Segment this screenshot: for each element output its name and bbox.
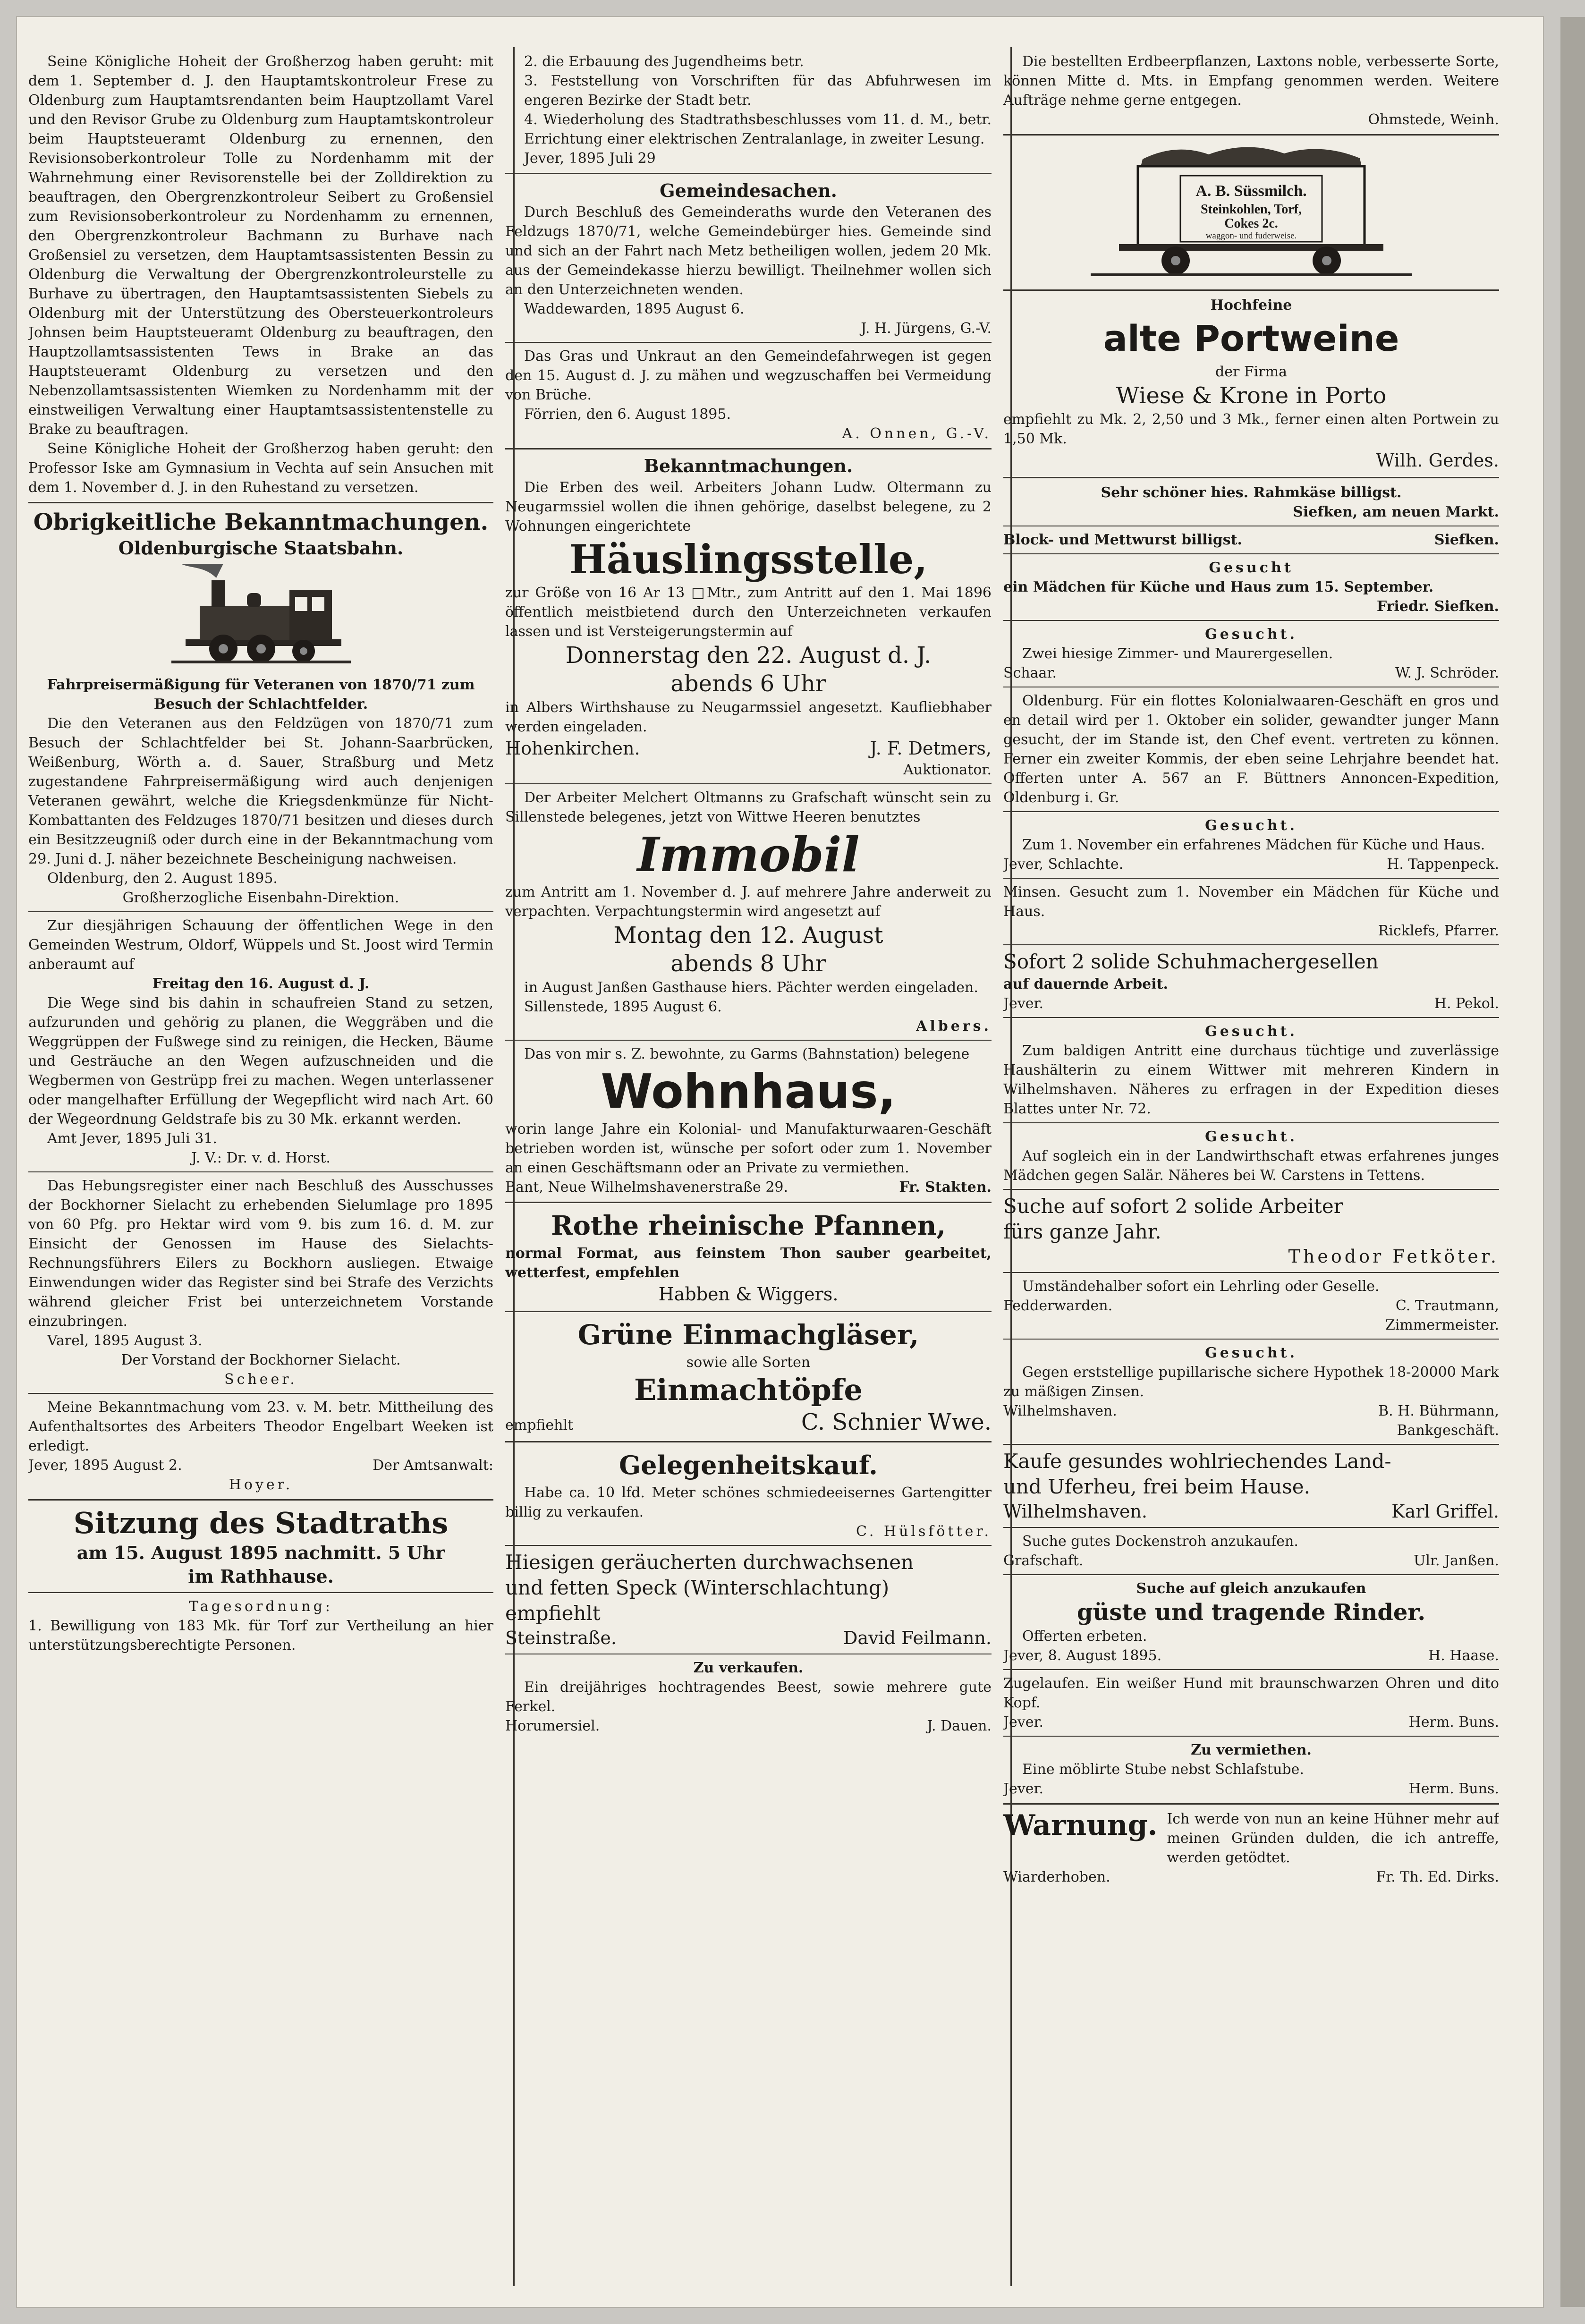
ad-place: Jever. [1003, 1714, 1044, 1730]
ad-footer [505, 1408, 992, 1436]
ad-signature: J. Dauen. [927, 1718, 992, 1734]
ad-footer [1003, 855, 1499, 874]
notice-signature: Der Amtsanwalt: [373, 1457, 493, 1474]
divider [505, 1040, 992, 1041]
ad-text: zum Antritt am 1. November d. J. auf mehrere Jahre anderweit zu verpachten. Verpachtungstermin wird angesetzt auf [505, 884, 992, 920]
section-subtitle: Oldenburgische Staatsbahn. [118, 537, 404, 559]
ad-text: Die Erben des weil. Arbeiters Johann Ludw. Oltermann zu Neugarmssiel wollen die ihnen gehörige, daselbst belegene, zu 2 Wohnungen eingerichtete [505, 479, 992, 534]
notice-text: Zur diesjährigen Schauung der öffentlichen Wege in den Gemeinden Westrum, Oldorf, Wüppels und St. Joost wird Termin anberaumt auf [28, 917, 493, 973]
ad-text: Zum 1. November ein erfahrenes Mädchen für Küche und Haus. [1022, 837, 1485, 853]
agenda-title: Tagesordnung: [189, 1598, 333, 1615]
divider [505, 1441, 992, 1442]
ad-place: Wiarderhoben. [1003, 1869, 1110, 1885]
ad-headline: Gelegenheitskauf. [619, 1450, 878, 1480]
ad-signature: Karl Griffel. [1391, 1501, 1499, 1522]
ad-place: Schaar. [1003, 665, 1057, 681]
ad-footer [1003, 663, 1499, 683]
agenda-item: 3. Feststellung von Vorschriften für das Abfuhrwesen im engeren Bezirke der Stadt betr. [524, 73, 992, 109]
ad-footer [1003, 1401, 1499, 1421]
ad-text: Zugelaufen. Ein weißer Hund mit braunschwarzen Ohren und dito Kopf. [1003, 1675, 1499, 1711]
ad-headline: Block- und Mettwurst billigst. [1003, 532, 1242, 548]
ad-text: Das von mir s. Z. bewohnte, zu Garms (Bahnstation) belegene [524, 1046, 970, 1062]
ad-headline: Warnung. [1003, 1809, 1158, 1842]
ad-place: Steinstraße. [505, 1628, 617, 1648]
divider [1003, 1803, 1499, 1805]
ad-text: Auf sogleich ein in der Landwirthschaft etwas erfahrenes junges Mädchen gegen Salär. Näheres bei W. Carstens in Tettens. [1003, 1148, 1499, 1184]
notice-place: Varel, 1895 August 3. [47, 1332, 203, 1349]
divider [1003, 1574, 1499, 1575]
ad-signature: B. H. Bührmann, [1378, 1403, 1499, 1419]
ad-text: Der Arbeiter Melchert Oltmanns zu Grafschaft wünscht sein zu Sillenstede belegenes, jetzt von Wittwe Heeren benutztes [505, 789, 992, 825]
ad-footer [1003, 1500, 1499, 1523]
ad-date: Montag den 12. August [613, 922, 883, 949]
ad-headline: Suche auf sofort 2 solide Arbeiter [1003, 1195, 1343, 1218]
ad-footer [1003, 1646, 1499, 1665]
notice-place: Jever, 1895 August 2. [28, 1457, 182, 1474]
divider [1003, 944, 1499, 945]
ad-text: zur Größe von 16 Ar 13 □Mtr., zum Antritt auf den 1. Mai 1896 öffentlich meistbietend durch den Unterzeichneten verkaufen lassen und ist Versteigerungstermin auf [505, 585, 992, 640]
ad-signature: W. J. Schröder. [1395, 665, 1499, 681]
ad-headline: Immobil [637, 827, 860, 882]
ad-footer [1003, 1713, 1499, 1732]
ad-text: Minsen. Gesucht zum 1. November ein Mädchen für Küche und Haus. [1003, 884, 1499, 920]
ad-headline: Rothe rheinische Pfannen, [551, 1210, 946, 1241]
divider [505, 1202, 992, 1203]
agenda-item: 4. Wiederholung des Stadtrathsbeschlusses vom 11. d. M., betr. Errichtung einer elektrischen Zentralanlage, in zweiter Lesung. [524, 111, 992, 147]
divider [1003, 811, 1499, 812]
ad-signature: David Feilmann. [843, 1628, 992, 1648]
divider [505, 448, 992, 450]
notice-date: Freitag den 16. August d. J. [152, 975, 370, 992]
ad-place: Wilhelmshaven. [1003, 1403, 1117, 1419]
ad-signature: Fr. Stakten. [899, 1179, 992, 1196]
ad-text: Umständehalber sofort ein Lehrling oder Geselle. [1022, 1278, 1380, 1295]
ad-text: Eine möblirte Stube nebst Schlafstube. [1022, 1761, 1304, 1778]
ad-footer [1003, 1867, 1499, 1887]
notice-signature: Scheer. [224, 1371, 297, 1388]
ad-title: Gesucht. [1205, 817, 1297, 834]
divider [505, 1311, 992, 1312]
ad-headline: Wohnhaus, [601, 1064, 896, 1119]
wagon-text-line: Steinkohlen, Torf, [1201, 202, 1302, 217]
ad-place: Jever, 8. August 1895. [1003, 1647, 1162, 1664]
ad-title: Gesucht. [1205, 626, 1297, 643]
divider [28, 1499, 493, 1501]
notice-signature: Großherzogliche Eisenbahn-Direktion. [122, 890, 399, 906]
ad-title: Zu verkaufen. [693, 1660, 804, 1676]
locomotive-illustration [171, 564, 351, 668]
divider [1003, 1339, 1499, 1340]
ad-footer [505, 737, 992, 760]
divider [1003, 620, 1499, 621]
divider [28, 502, 493, 503]
ad-place: Grafschaft. [1003, 1552, 1084, 1569]
notice-text: Die den Veteranen aus den Feldzügen von 1870/71 zum Besuch der Schlachtfelder bei St. Johann-Saarbrücken, Weißenburg, Wörth a. d. Sauer, Straßburg und Metz zugestandene Fahrpreisermäßigung wird auch denjenigen Veteranen gewährt, welche die Kriegsdenkmünze für Nicht-Kombattanten des Feldzuges 1870/71 besitzen und dieses durch ein Besitzzeugniß oder durch eine in der Bekanntmachung vom 29. Juni d. J. näher bezeichnete Bescheinigung nachweisen. [28, 715, 493, 867]
notice-text: Meine Bekanntmachung vom 23. v. M. betr. Mittheilung des Aufenthaltsortes des Arbeiters Theodor Engelbart Weeken ist erledigt. [28, 1399, 493, 1454]
ad-time: abends 8 Uhr [670, 950, 826, 977]
ad-title: Zu vermiethen. [1191, 1742, 1312, 1758]
divider [28, 911, 493, 912]
divider [1003, 1444, 1499, 1445]
column-2 [505, 52, 992, 2282]
divider [28, 1592, 493, 1593]
divider [505, 342, 992, 343]
ad-signature: Wilh. Gerdes. [1376, 450, 1499, 471]
ad-text: Ein dreijähriges hochtragendes Beest, sowie mehrere gute Ferkel. [505, 1679, 992, 1715]
ad-signature: C. Trautmann, [1395, 1298, 1499, 1314]
divider [28, 1393, 493, 1394]
divider [505, 1545, 992, 1546]
ad-signature: Ulr. Janßen. [1414, 1552, 1499, 1569]
ad-text: Die bestellten Erdbeerpflanzen, Laxtons noble, verbesserte Sorte, können Mitte d. Mts. in Empfang genommen werden. Weitere Aufträge nehme gerne entgegen. [1003, 53, 1499, 109]
ad-firm: Wiese & Krone in Porto [1116, 382, 1387, 409]
notice-place: Förrien, den 6. August 1895. [524, 406, 731, 423]
ad-line [1003, 530, 1499, 550]
notice-signature: J. V.: Dr. v. d. Horst. [191, 1150, 331, 1166]
ad-signature: Herm. Buns. [1408, 1781, 1499, 1797]
section-title: Bekanntmachungen. [644, 455, 853, 476]
divider [1003, 553, 1499, 554]
wagon-firm-name: A. B. Süssmilch. [1195, 182, 1307, 200]
ad-text: Offerten erbeten. [1022, 1628, 1147, 1645]
ad-headline: güste und tragende Rinder. [1076, 1599, 1426, 1626]
ad-footer [1003, 994, 1499, 1013]
wagon-text-line: Cokes 2c. [1224, 216, 1278, 231]
divider [505, 173, 992, 174]
ad-place: Bant, Neue Wilhelmshavenerstraße 29. [505, 1179, 788, 1196]
divider [1003, 1017, 1499, 1018]
ad-headline: Sofort 2 solide Schuhmachergesellen [1003, 950, 1379, 973]
ad-date: Donnerstag den 22. August d. J. [565, 642, 932, 669]
divider [1003, 1527, 1499, 1528]
ad-signature: Friedr. Siefken. [1376, 598, 1499, 615]
divider [505, 783, 992, 784]
section-title: Obrigkeitliche Bekanntmachungen. [33, 509, 489, 535]
ad-text: in August Janßen Gasthause hiers. Pächter werden eingeladen. [524, 979, 978, 996]
notice-text: Das Hebungsregister einer nach Beschluß des Ausschusses der Bockhorner Sielacht zu erhebenden Sielumlage pro 1895 von 60 Pfg. pro Hektar wird vom 9. bis zum 16. d. M. zur Einsicht der Genossen im Hause des Sielachts-Rechnungsführers Eilers zu Bockhorn ausliegen. Etwaige Einwendungen wider das Register sind bei Strafe des Verzichts während gleicher Frist bei unterzeichnetem Vorstande einzubringen. [28, 1178, 493, 1330]
ad-text: Ich werde von nun an keine Hühner mehr auf meinen Gründen dulden, die ich antreffe, werden getödtet. [1167, 1811, 1499, 1866]
ad-title: Gesucht. [1205, 1345, 1297, 1361]
column-1 [28, 52, 493, 2282]
section-title: Gemeindesachen. [660, 180, 837, 201]
notice-place: Oldenburg, den 2. August 1895. [47, 870, 278, 887]
ad-signature: Ricklefs, Pfarrer. [1378, 923, 1499, 939]
ad-headline: fürs ganze Jahr. [1003, 1220, 1161, 1243]
agenda-item: 1. Bewilligung von 183 Mk. für Torf zur Vertheilung an hier unterstützungsberechtigte Personen. [28, 1618, 493, 1654]
ad-headline: Hiesigen geräucherten durchwachsenen [505, 1551, 914, 1574]
divider [1003, 1272, 1499, 1273]
ad-place: Hohenkirchen. [505, 738, 640, 759]
ad-place: Jever, Schlachte. [1003, 856, 1124, 873]
ad-signature: Siefken. [1434, 532, 1499, 548]
notice-signature: Hoyer. [229, 1476, 293, 1493]
ad-footer [1003, 1296, 1499, 1315]
notice-text: Seine Königliche Hoheit der Großherzog haben geruht: den Professor Iske am Gymnasium in Vechta auf sein Ansuchen mit dem 1. November d. J. in den Ruhestand zu versetzen. [28, 441, 493, 496]
notice-signature: J. H. Jürgens, G.-V. [861, 320, 992, 337]
divider [1003, 1189, 1499, 1190]
meeting-place: im Rathhause. [188, 1566, 334, 1587]
ad-headline: Häuslingsstelle, [569, 536, 928, 583]
ad-signature: Fr. Th. Ed. Dirks. [1376, 1869, 1499, 1885]
ad-headline: alte Portweine [1103, 317, 1399, 359]
ad-text: Suche gutes Dockenstroh anzukaufen. [1022, 1533, 1298, 1550]
ad-role: Auktionator. [903, 762, 992, 778]
ad-signature: H. Pekol. [1434, 995, 1499, 1012]
ad-signature: H. Haase. [1428, 1647, 1499, 1664]
divider [1003, 477, 1499, 478]
ad-text: Zum baldigen Antritt eine durchaus tüchtige und zuverlässige Haushälterin zu einem Wittwer mit mehreren Kindern in Wilhelmshaven. Näheres zu erfragen in der Expedition dieses Blattes unter Nr. 72. [1003, 1043, 1499, 1117]
ad-place: Wilhelmshaven. [1003, 1501, 1147, 1522]
ad-role: Bankgeschäft. [1397, 1422, 1499, 1439]
ad-signature: Albers. [916, 1018, 992, 1035]
ad-signature: J. F. Detmers, [870, 738, 992, 759]
ad-headline: und fetten Speck (Winterschlachtung) [505, 1576, 890, 1599]
ad-headline: Sehr schöner hies. Rahmkäse billigst. [1101, 484, 1402, 501]
ad-title: Gesucht [1209, 560, 1294, 576]
ad-headline: Kaufe gesundes wohlriechendes Land- [1003, 1450, 1391, 1473]
ad-place: Jever. [1003, 1781, 1044, 1797]
ad-text: worin lange Jahre ein Kolonial- und Manufakturwaaren-Geschäft betrieben worden ist, wünsche per sofort oder zum 1. November an einen Geschäftsmann oder an Private zu vermiethen. [505, 1121, 992, 1176]
ad-signature: Ohmstede, Weinh. [1368, 111, 1499, 128]
ad-title: Gesucht. [1205, 1023, 1297, 1040]
ad-headline: Grüne Einmachgläser, [577, 1319, 919, 1351]
ad-headline: und Uferheu, frei beim Hause. [1003, 1475, 1310, 1498]
ad-text: ein Mädchen für Küche und Haus zum 15. September. [1003, 579, 1434, 595]
notice-place: Waddewarden, 1895 August 6. [524, 301, 745, 317]
ad-title: Gesucht. [1205, 1128, 1297, 1145]
ad-signature: C. Hülsfötter. [856, 1523, 992, 1540]
ad-text: Gegen erststellige pupillarische sichere Hypothek 18-20000 Mark zu mäßigen Zinsen. [1003, 1364, 1499, 1400]
page-edge [1560, 17, 1585, 2307]
ad-role: Zimmermeister. [1385, 1317, 1499, 1333]
notice-signature: Der Vorstand der Bockhorner Sielacht. [121, 1352, 401, 1368]
wagon-text-line: waggon- und fuderweise. [1205, 231, 1297, 241]
ad-footer [505, 1716, 992, 1736]
notice-text: Das Gras und Unkraut an den Gemeindefahrwegen ist gegen den 15. August d. J. zu mähen und wegzuschaffen bei Vermeidung von Brüche. [505, 348, 992, 403]
ad-place: Fedderwarden. [1003, 1298, 1113, 1314]
ad-footer [505, 1626, 992, 1650]
ad-signature: H. Tappenpeck. [1387, 856, 1499, 873]
ad-signature: C. Schnier Wwe. [801, 1409, 992, 1435]
ad-text: Habe ca. 10 lfd. Meter schönes schmiedeeisernes Gartengitter billig zu verkaufen. [505, 1484, 992, 1520]
ad-text: empfiehlt zu Mk. 2, 2,50 und 3 Mk., ferner einen alten Portwein zu 1,50 Mk. [1003, 411, 1499, 447]
divider [1003, 1669, 1499, 1670]
notice-footer [28, 1456, 493, 1475]
ad-text: normal Format, aus feinstem Thon sauber gearbeitet, wetterfest, empfehlen [505, 1245, 992, 1281]
ad-pretitle: Suche auf gleich anzukaufen [1136, 1580, 1366, 1597]
column-3 [1003, 52, 1499, 2282]
ad-text: der Firma [1215, 364, 1287, 380]
ad-place: Horumersiel. [505, 1718, 600, 1734]
notice-text: Seine Königliche Hoheit der Großherzog haben geruht: mit dem 1. September d. J. den Hauptamtskontroleur Frese zu Oldenburg zum Hauptamtsrendanten beim Hauptzollamt Varel und den Revisor Grube zu Oldenburg zum Hauptamtskontroleur beim Hauptsteueramt Oldenburg zu ernennen, den Revisionsoberkontroleur Tolle zu Nordenhamm mit der Wahrnehmung einer Revisorenstelle bei der Zolldirektion zu beauftragen, den Obergrenzkontroleur Seibert zu Großensiel zum Revisionsoberkontroleur zu Nordenhamm zu ernennen, den Obergrenzkontroleur Bachmann zu Burhave nach Großensiel zu versetzen, dem Hauptamtsassistenten Bessin zu Oldenburg die Verwaltung der Obergrenzkontroleurstelle zu Burhave zu übertragen, den Hauptamtsassistenten Siebels zu Oldenburg mit der Unterstützung des Obersteuerkontroleurs Johnsen beim Hauptsteueramt Oldenburg zu beauftragen, den Hauptzollamtsassistenten Tews in Brake an das Hauptsteueramt Oldenburg zu versetzen und den Nebenzollamtsassistenten Wiemken zu Nordenhamm mit der einstweiligen Verwaltung einer Hauptamtsassistentenstelle zu Brake zu beauftragen. [28, 53, 493, 438]
ad-footer [505, 1178, 992, 1197]
ad-text: sowie alle Sorten [686, 1354, 811, 1371]
agenda-item: 2. die Erbauung des Jugendheims betr. [524, 53, 804, 70]
ad-text: Oldenburg. Für ein flottes Kolonialwaaren-Geschäft en gros und en detail wird per 1. Oktober ein solider, gewandter junger Mann gesucht, der im Stande ist, den Chef event. vertreten zu können. Ferner ein zweiter Kommis, der eben seine Lehrjahre beendet hat. Offerten unter A. 567 an F. Büttners Annoncen-Expedition, Oldenburg i. Gr. [1003, 693, 1499, 806]
meeting-date: am 15. August 1895 nachmitt. 5 Uhr [76, 1542, 445, 1563]
ad-headline: empfiehlt [505, 1602, 601, 1625]
divider [1003, 289, 1499, 291]
warning-notice [1003, 1809, 1499, 1867]
divider [1003, 134, 1499, 136]
notice-signature: A. Onnen, G.-V. [842, 425, 992, 442]
ad-text: in Albers Wirthshause zu Neugarmssiel angesetzt. Kaufliebhaber werden eingeladen. [505, 699, 992, 735]
ad-signature: Siefken, am neuen Markt. [1293, 504, 1499, 520]
ad-time: abends 6 Uhr [670, 670, 826, 697]
meeting-title: Sitzung des Stadtraths [73, 1506, 449, 1540]
ad-place: Jever. [1003, 995, 1044, 1012]
notice-place: Amt Jever, 1895 Juli 31. [47, 1130, 217, 1147]
divider [1003, 1122, 1499, 1123]
ad-signature: Habben & Wiggers. [658, 1284, 839, 1305]
coal-wagon-illustration [1091, 140, 1412, 282]
notice-text: Die Wege sind bis dahin in schaufreien Stand zu setzen, aufzurunden und gehörig zu planen, die Weggräben und die Weggrüppen der Fußwege sind zu reinigen, die Hecken, Bäume und Gesträuche an den Wegen aufzuschneiden und die Wegbermen von Gestrüpp frei zu machen. Wegen unterlassener oder mangelhafter Erfüllung der Wegepflicht wird nach Art. 60 der Wegeordnung Geldstrafe bis zu 30 Mk. erkannt werden. [28, 995, 493, 1128]
ad-text: empfiehlt [505, 1417, 574, 1433]
ad-place: Sillenstede, 1895 August 6. [524, 999, 722, 1015]
ad-signature: Herm. Buns. [1408, 1714, 1499, 1730]
divider [1003, 878, 1499, 879]
notice-text: Durch Beschluß des Gemeinderaths wurde den Veteranen des Feldzugs 1870/71, welche Gemeindebürger hies. Gemeinde sind und sich an der Fahrt nach Metz betheiligen wollen, jedem 20 Mk. aus der Gemeindekasse hierzu bewilligt. Theilnehmer wollen sich an den Unterzeichneten wenden. [505, 204, 992, 298]
ad-footer [1003, 1551, 1499, 1570]
ad-headline: Einmachtöpfe [634, 1373, 863, 1407]
agenda-place: Jever, 1895 Juli 29 [524, 150, 656, 167]
ad-text: Zwei hiesige Zimmer- und Maurergesellen. [1022, 645, 1333, 662]
divider [1003, 1736, 1499, 1737]
ad-footer [1003, 1779, 1499, 1798]
ad-signature: Theodor Fetköter. [1288, 1246, 1499, 1267]
notice-title: Fahrpreisermäßigung für Veteranen von 1870/71 zum Besuch der Schlachtfelder. [47, 677, 475, 712]
divider [28, 1171, 493, 1172]
ad-text: auf dauernde Arbeit. [1003, 976, 1168, 992]
ad-pretitle: Hochfeine [1210, 297, 1292, 314]
